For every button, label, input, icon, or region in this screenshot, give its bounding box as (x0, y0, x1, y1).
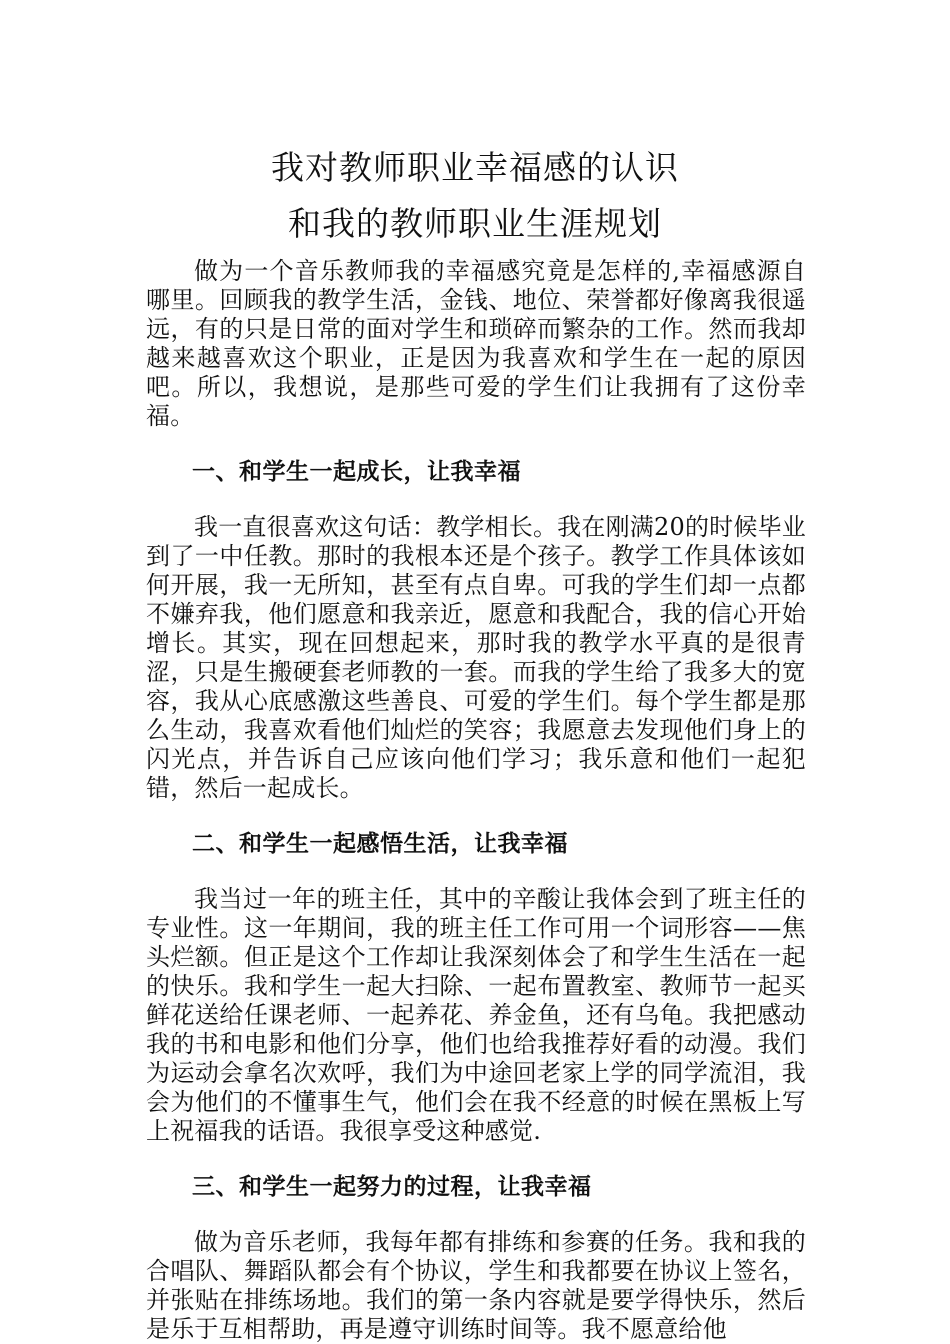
section-paragraph-2: 我当过一年的班主任，其中的辛酸让我体会到了班主任的专业性。这一年期间，我的班主任工作可用一个词形容——焦头烂额。但正是这个工作却让我深刻体会了和学生生活在一起的快乐。我和学生一起大扫除、一起布置教室、教师节一起买鲜花送给任课老师、一起养花、养金鱼，还有乌龟。我把感动我的书和电影和他们分享，他们也给我推荐好看的动漫。我们为运动会拿名次欢呼，我们为中途回老家上学的同学流泪，我会为他们的不懂事生气，他们会在我不经意的时候在黑板上写上祝福我的话语。我很享受这种感觉. (146, 885, 806, 1145)
intro-paragraph: 做为一个音乐教师我的幸福感究竟是怎样的,幸福感源自哪里。回顾我的教学生活，金钱、地位、荣誉都好像离我很遥远，有的只是日常的面对学生和琐碎而繁杂的工作。然而我却越来越喜欢这个职业，正是因为我喜欢和学生在一起的原因吧。所以，我想说，是那些可爱的学生们让我拥有了这份幸福。 (146, 257, 806, 430)
document-title (0, 140, 950, 252)
title-line-1: 我对教师职业幸福感的认识 (271, 148, 679, 187)
section-paragraph-3: 做为音乐老师，我每年都有排练和参赛的任务。我和我的合唱队、舞蹈队都会有个协议，学生和我都要在协议上签名，并张贴在排练场地。我们的第一条内容就是要学得快乐，然后是乐于互相帮助，再是遵守训练时间等。我不愿意给他 (146, 1228, 806, 1343)
section-paragraph-1: 我一直很喜欢这句话：教学相长。我在刚满20的时候毕业到了一中任教。那时的我根本还是个孩子。教学工作具体该如何开展，我一无所知，甚至有点自卑。可我的学生们却一点都不嫌弃我，他们愿意和我亲近，愿意和我配合，我的信心开始增长。其实，现在回想起来，那时我的教学水平真的是很青涩，只是生搬硬套老师教的一套。而我的学生给了我多大的宽容，我从心底感激这些善良、可爱的学生们。每个学生都是那么生动，我喜欢看他们灿烂的笑容；我愿意去发现他们身上的闪光点，并告诉自己应该向他们学习；我乐意和他们一起犯错，然后一起成长。 (146, 513, 806, 802)
section-heading-3: 三、和学生一起努力的过程，让我幸福 (192, 1174, 592, 1200)
section-heading-2: 二、和学生一起感悟生活，让我幸福 (192, 831, 568, 857)
document-body (146, 257, 806, 1344)
section-heading-1: 一、和学生一起成长，让我幸福 (192, 459, 521, 485)
title-line-2: 和我的教师职业生涯规划 (288, 204, 662, 243)
